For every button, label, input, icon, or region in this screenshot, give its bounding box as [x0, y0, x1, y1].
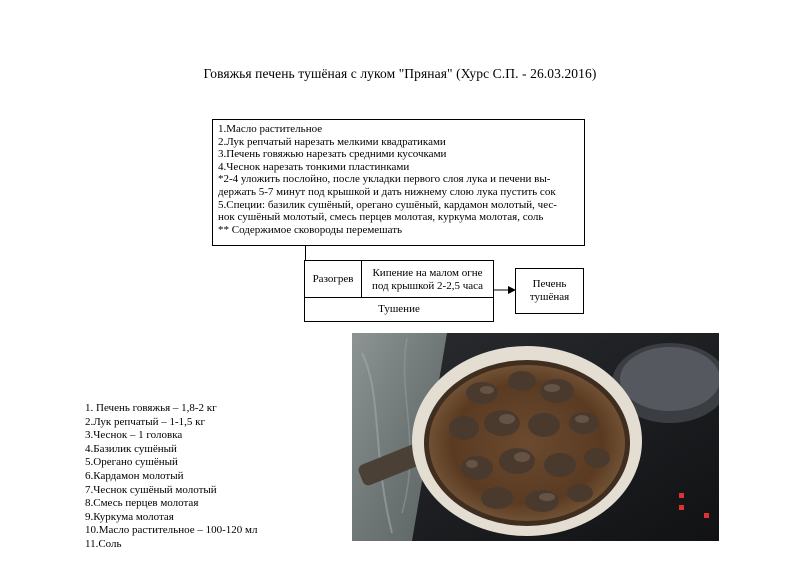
ingredient-item: 10.Масло растительное – 100-120 мл — [85, 524, 258, 537]
prep-step: нок сушёный молотый, смесь перцев молотая, куркума молотая, соль — [218, 211, 544, 224]
page-title: Говяжья печень тушёная с луком "Пряная" (Хурс С.П. - 26.03.2016) — [203, 66, 597, 81]
prep-step: *2-4 уложить послойно, после укладки первого слоя лука и печени вы- — [218, 173, 551, 186]
process-table — [304, 260, 494, 322]
ingredient-item: 1. Печень говяжья – 1,8-2 кг — [85, 402, 217, 414]
ingredient-item: 9.Куркума молотая — [85, 510, 174, 523]
preparation-steps-box — [212, 119, 585, 246]
boiling-line: Кипение на малом огне — [372, 267, 483, 279]
prep-step: ** Содержимое сковороды перемешать — [218, 223, 403, 236]
ingredients-list — [85, 402, 257, 552]
ingredient-item: 7.Чеснок сушёный молотый — [85, 483, 217, 496]
prep-step: 1.Масло растительное — [218, 123, 323, 135]
boiling-cell — [362, 261, 493, 298]
dish-photo — [352, 333, 719, 541]
ingredient-item: 2.Лук репчатый – 1-1,5 кг — [85, 415, 206, 428]
prep-step: 4.Чеснок нарезать тонкими пластинками — [218, 160, 410, 173]
stewing-cell: Тушение — [378, 303, 420, 315]
result-box — [515, 268, 584, 314]
frying-pan-image — [352, 333, 719, 541]
arrow-icon — [494, 285, 516, 295]
heating-cell: Разогрев — [305, 261, 362, 298]
result-line: тушёная — [529, 290, 570, 303]
connector-line — [305, 246, 306, 260]
boiling-line: под крышкой 2-2,5 часа — [371, 279, 484, 292]
prep-step: 2.Лук репчатый нарезать мелкими квадратиками — [218, 135, 446, 148]
ingredient-item: 5.Орегано сушёный — [85, 456, 178, 469]
result-line: Печень — [532, 278, 567, 290]
prep-step: 5.Специи: базилик сушёный, орегано сушёный, кардамон молотый, чес- — [218, 198, 557, 211]
ingredient-item: 4.Базилик сушёный — [85, 442, 177, 455]
ingredient-item: 11.Соль — [85, 537, 122, 550]
ingredient-item: 8.Смесь перцев молотая — [85, 497, 199, 510]
prep-step: держать 5-7 минут под крышкой и дать нижнему слою лука пустить сок — [218, 185, 556, 198]
ingredient-item: 3.Чеснок – 1 головка — [85, 429, 183, 442]
prep-step: 3.Печень говяжью нарезать средними кусочками — [218, 148, 447, 161]
ingredient-item: 6.Кардамон молотый — [85, 469, 184, 482]
